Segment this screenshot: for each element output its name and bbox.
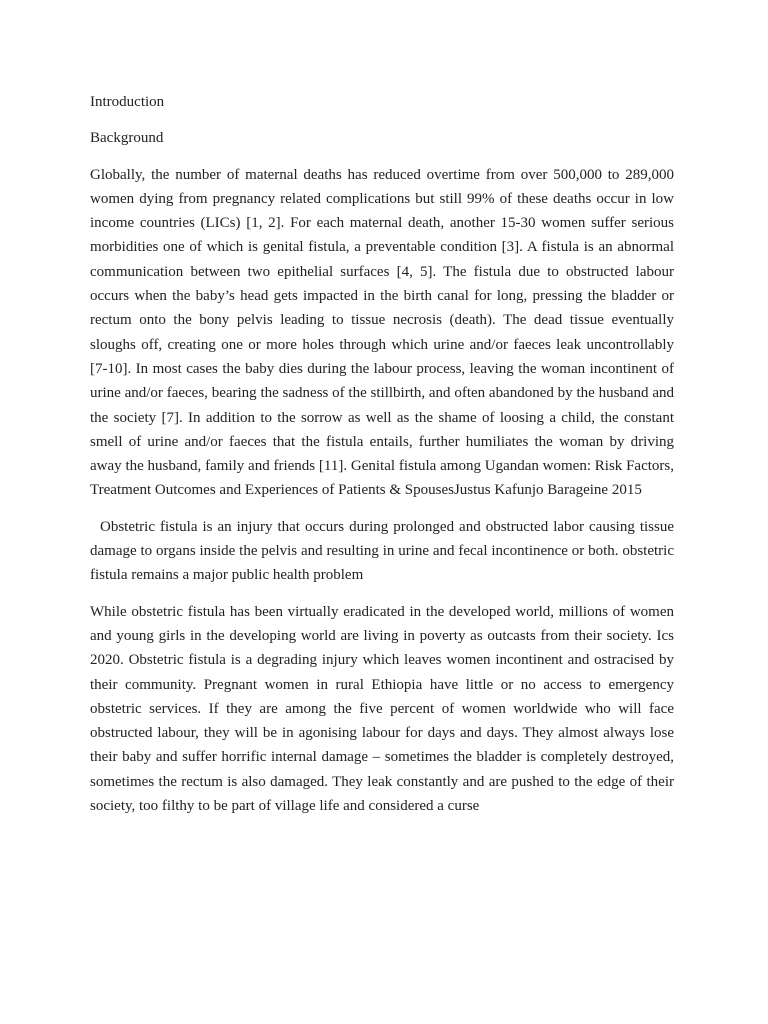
document-page	[90, 90, 674, 830]
paragraph-developing-world: While obstetric fistula has been virtually eradicated in the developed world, millions of women and young girls in the developing world are living in poverty as outcasts from their society. Ics 2020. Obstetric fistula is a degrading injury which leaves women incontinent and ostracised by their community. Pregnant women in rural Ethiopia have little or no access to emergency obstetric services. If they are among the five percent of women worldwide who will face obstructed labour, they will be in agonising labour for days and days. They almost always lose their baby and suffer horrific internal damage – sometimes the bladder is completely destroyed, sometimes the rectum is also damaged. They leak constantly and are pushed to the edge of their society, too filthy to be part of village life and considered a curse	[90, 603, 674, 815]
heading-introduction: Introduction	[90, 94, 165, 110]
heading-background: Background	[90, 130, 164, 147]
paragraph-maternal-deaths: Globally, the number of maternal deaths has reduced overtime from over 500,000 to 289,000 women dying from pregnancy related complications but still 99% of these deaths occur in low income countries (LICs) [1, 2]. For each maternal death, another 15-30 women suffer serious morbidities one of which is genital fistula, a preventable condition [3]. A fistula is an abnormal communication between two epithelial surfaces [4, 5]. The fistula due to obstructed labour occurs when the baby’s head gets impacted in the birth canal for long, pressing the bladder or rectum onto the bony pelvis leading to tissue necrosis (death). The dead tissue eventually sloughs off, creating one or more holes through which urine and/or faeces leak uncontrollably [7-10]. In most cases the baby dies during the labour process, leaving the woman incontinent of urine and/or faeces, bearing the sadness of the stillbirth, and often abandoned by the husband and the society [7]. In addition to the sorrow as well as the shame of loosing a child, the constant smell of urine and/or faeces that the fistula entails, further humiliates the woman by driving away the husband, family and friends [11]. Genital fistula among Ugandan women: Risk Factors, Treatment Outcomes and Experiences of Patients & SpousesJustus Kafunjo Barageine 2015	[90, 166, 674, 499]
paragraph-obstetric-fistula-definition: Obstetric fistula is an injury that occurs during prolonged and obstructed labor causing tissue damage to organs inside the pelvis and resulting in urine and fecal incontinence or both. obstetric fistula remains a major public health problem	[90, 518, 674, 584]
